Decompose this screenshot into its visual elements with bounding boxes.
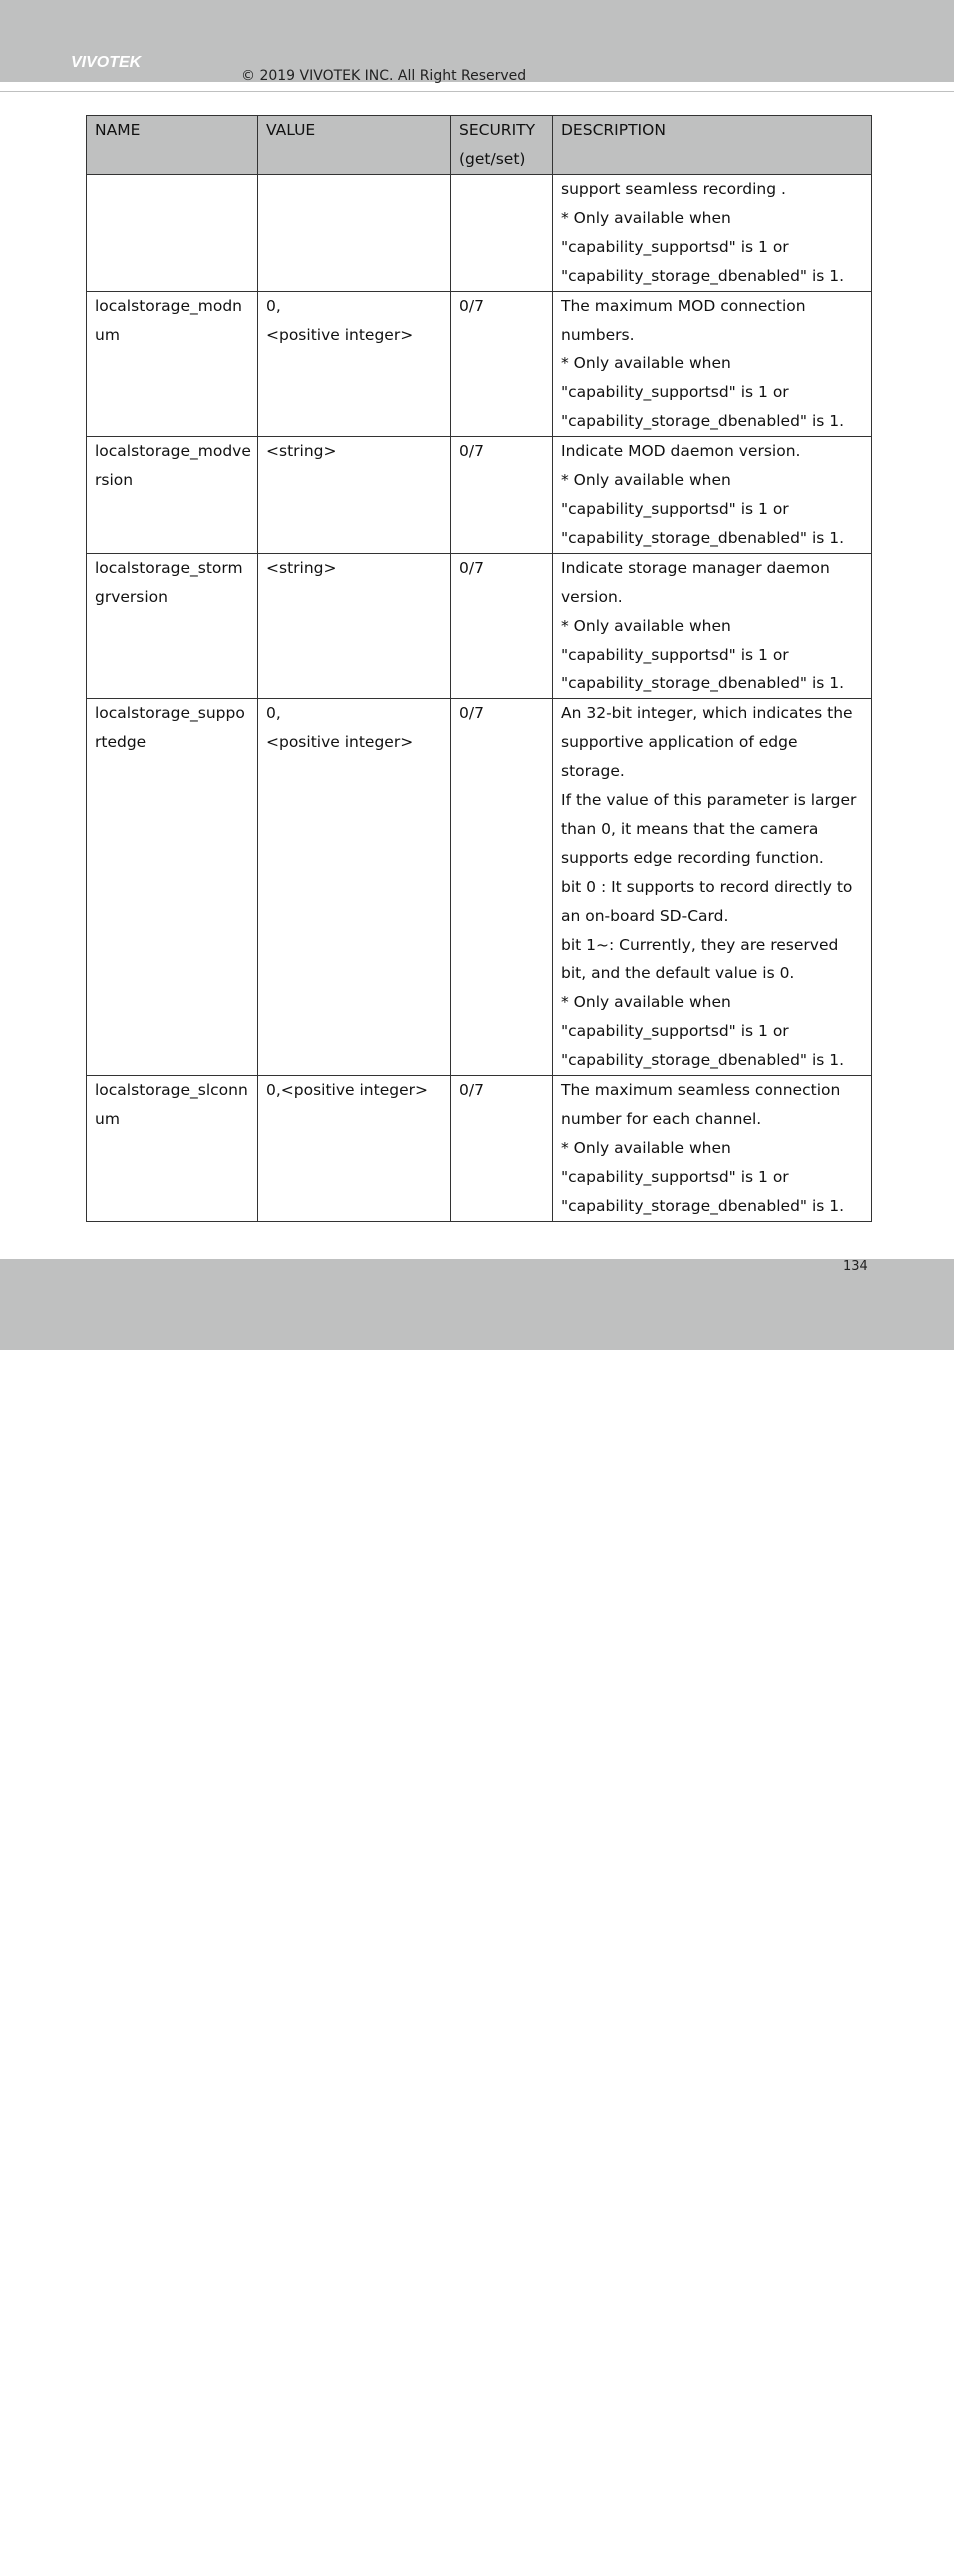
security-cell: 0/7 (451, 699, 553, 1076)
description-line: Indicate storage manager daemon (561, 558, 830, 577)
description-line: than 0, it means that the camera (561, 819, 819, 838)
description-cell (553, 291, 872, 437)
description-line: "capability_supportsd" is 1 or (561, 383, 789, 402)
parameter-name-cell: localstorage_slconnum (87, 1076, 258, 1222)
table-row (87, 1076, 872, 1222)
description-line: storage. (561, 762, 625, 781)
value-line: <string> (266, 442, 337, 461)
description-line: number for each channel. (561, 1110, 762, 1128)
page-footer (0, 1259, 954, 2550)
description-line: * Only available when (561, 208, 731, 227)
column-header-value: VALUE (258, 116, 451, 175)
parameter-value-cell (258, 291, 451, 437)
description-line: numbers. (561, 325, 635, 344)
value-line: 0, (266, 704, 281, 723)
table-body (87, 175, 872, 1222)
page-header (0, 0, 954, 82)
description-line: supportive application of edge (561, 733, 798, 752)
table-row (87, 291, 872, 437)
description-line: "capability_supportsd" is 1 or (561, 237, 789, 256)
description-line: "capability_supportsd" is 1 or (561, 499, 789, 518)
description-line: If the value of this parameter is larger (561, 791, 857, 810)
description-line: "capability_storage_dbenabled" is 1. (561, 528, 845, 547)
description-cell (553, 1076, 872, 1222)
description-line: * Only available when (561, 993, 731, 1012)
description-line: "capability_storage_dbenabled" is 1. (561, 266, 845, 285)
description-line: The maximum seamless connection (561, 1081, 841, 1100)
parameter-name-cell: localstorage_stormgrversion (87, 553, 258, 699)
description-line: An 32-bit integer, which indicates the (561, 704, 853, 723)
copyright-notice: © 2019 VIVOTEK INC. All Right Reserved (241, 68, 527, 84)
description-line: "capability_supportsd" is 1 or (561, 645, 789, 664)
description-line: bit, and the default value is 0. (561, 964, 795, 983)
description-line: "capability_storage_dbenabled" is 1. (561, 1196, 845, 1215)
description-line: The maximum MOD connection (561, 296, 806, 315)
description-line: "capability_storage_dbenabled" is 1. (561, 674, 845, 693)
parameter-value-cell (258, 437, 451, 554)
description-line: Indicate MOD daemon version. (561, 442, 801, 461)
parameter-name-cell: localstorage_modnum (87, 291, 258, 437)
parameter-table (86, 115, 872, 1222)
description-line: "capability_supportsd" is 1 or (561, 1167, 789, 1186)
table-row (87, 553, 872, 699)
description-line: bit 0 : It supports to record directly to (561, 877, 853, 896)
table-row (87, 699, 872, 1076)
value-line: <positive integer> (266, 325, 414, 344)
security-cell: 0/7 (451, 437, 553, 554)
value-line: 0, (266, 296, 281, 315)
description-line: "capability_storage_dbenabled" is 1. (561, 1051, 845, 1070)
header-divider (0, 91, 954, 92)
parameter-value-cell (258, 175, 451, 292)
value-line: <string> (266, 558, 337, 577)
value-line: <positive integer> (266, 733, 414, 752)
manual-label: 266 - User's Manual (69, 2534, 194, 2550)
column-header-security: SECURITY (get/set) (451, 116, 553, 175)
description-line: * Only available when (561, 354, 731, 373)
security-cell (451, 175, 553, 292)
parameter-value-cell (258, 699, 451, 1076)
description-cell (553, 437, 872, 554)
security-cell: 0/7 (451, 553, 553, 699)
description-line: support seamless recording . (561, 180, 786, 198)
parameter-name-cell (87, 175, 258, 292)
security-cell: 0/7 (451, 1076, 553, 1222)
parameter-name-cell: localstorage_modversion (87, 437, 258, 554)
description-cell (553, 553, 872, 699)
description-cell (553, 699, 872, 1076)
description-line: "capability_supportsd" is 1 or (561, 1022, 789, 1041)
description-line: an on-board SD-Card. (561, 906, 729, 925)
description-line: version. (561, 587, 623, 606)
value-line: 0,<positive integer> (266, 1081, 428, 1100)
table-header-row (87, 116, 872, 175)
description-cell (553, 175, 872, 292)
page-number: 134 (843, 1259, 868, 1274)
table-row (87, 437, 872, 554)
column-header-description: DESCRIPTION (553, 116, 872, 175)
parameter-value-cell (258, 1076, 451, 1222)
security-cell: 0/7 (451, 291, 553, 437)
table-row (87, 175, 872, 292)
description-line: bit 1~: Currently, they are reserved (561, 935, 839, 954)
column-header-name: NAME (87, 116, 258, 175)
brand-logo: VIVOTEK (71, 54, 142, 71)
description-line: * Only available when (561, 616, 731, 635)
parameter-name-cell: localstorage_supportedge (87, 699, 258, 1076)
description-line: * Only available when (561, 471, 731, 490)
parameter-value-cell (258, 553, 451, 699)
description-line: "capability_storage_dbenabled" is 1. (561, 412, 845, 431)
description-line: supports edge recording function. (561, 848, 824, 867)
description-line: * Only available when (561, 1138, 731, 1157)
